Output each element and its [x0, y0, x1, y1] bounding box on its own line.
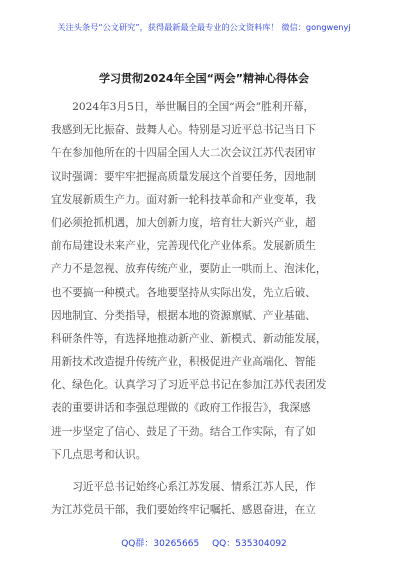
text-line: 前布局建设未来产业，完善现代化产业体系。发展新质生	[51, 240, 316, 253]
document-title: 学习贯彻2024年全国“两会”精神心得体会	[98, 72, 310, 85]
text-line: 产力不是忽视、放弃传统产业，要防止一哄而上、泡沫化，	[51, 263, 327, 276]
text-line: 我感到无比振奋、鼓舞人心。特别是习近平总书记当日下	[51, 124, 316, 137]
footer-contact	[0, 536, 408, 549]
footer-qq-group: QQ群：30265665	[121, 539, 200, 549]
text-line: 用新技术改造提升传统产业，积极促进产业高端化、智能	[51, 356, 316, 369]
text-line: 午在参加他所在的十四届全国人大二次会议江苏代表团审	[51, 147, 316, 160]
text-line: 习近平总书记始终心系江苏发展、情系江苏人民，作	[72, 481, 316, 493]
text-line: 下几点思考和认识。	[51, 448, 147, 461]
text-line: 2024年3月5日，举世瞩目的全国“两会”胜利开幕，	[72, 101, 315, 113]
paragraph-2	[51, 476, 359, 522]
text-line: 宜发展新质生产力。面对新一轮科技革命和产业变革，我	[51, 193, 316, 206]
paragraph-1	[51, 96, 359, 467]
header-banner: 关注头条号“公文研究”，获得最新最全最专业的公文资料库！ 微信：gongwenyj	[57, 22, 351, 32]
text-line: 化、绿色化。认真学习了习近平总书记在参加江苏代表团发	[51, 379, 327, 392]
text-line: 因地制宜、分类指导，根据本地的资源禀赋、产业基础、	[51, 309, 316, 322]
text-line: 表的重要讲话和李强总理做的《政府工作报告》，我深感	[51, 402, 311, 415]
text-line: 科研条件等，有选择地推动新产业、新模式、新动能发展，	[51, 332, 327, 345]
text-line: 为江苏党员干部，我们要始终牢记嘱托、感恩奋进，在立	[51, 504, 316, 517]
document-body	[51, 96, 359, 522]
text-line: 议时强调：要牢牢把握高质量发展这个首要任务，因地制	[51, 170, 316, 183]
text-line: 进一步坚定了信心、鼓足了干劲。结合工作实际，有了如	[51, 425, 316, 438]
text-line: 们必须抢抓机遇，加大创新力度，培育壮大新兴产业，超	[51, 216, 316, 229]
paragraph-spacer	[51, 467, 359, 476]
footer-qq: QQ：535304092	[212, 539, 287, 549]
text-line: 也不要搞一种模式。各地要坚持从实际出发，先立后破、	[51, 286, 316, 299]
